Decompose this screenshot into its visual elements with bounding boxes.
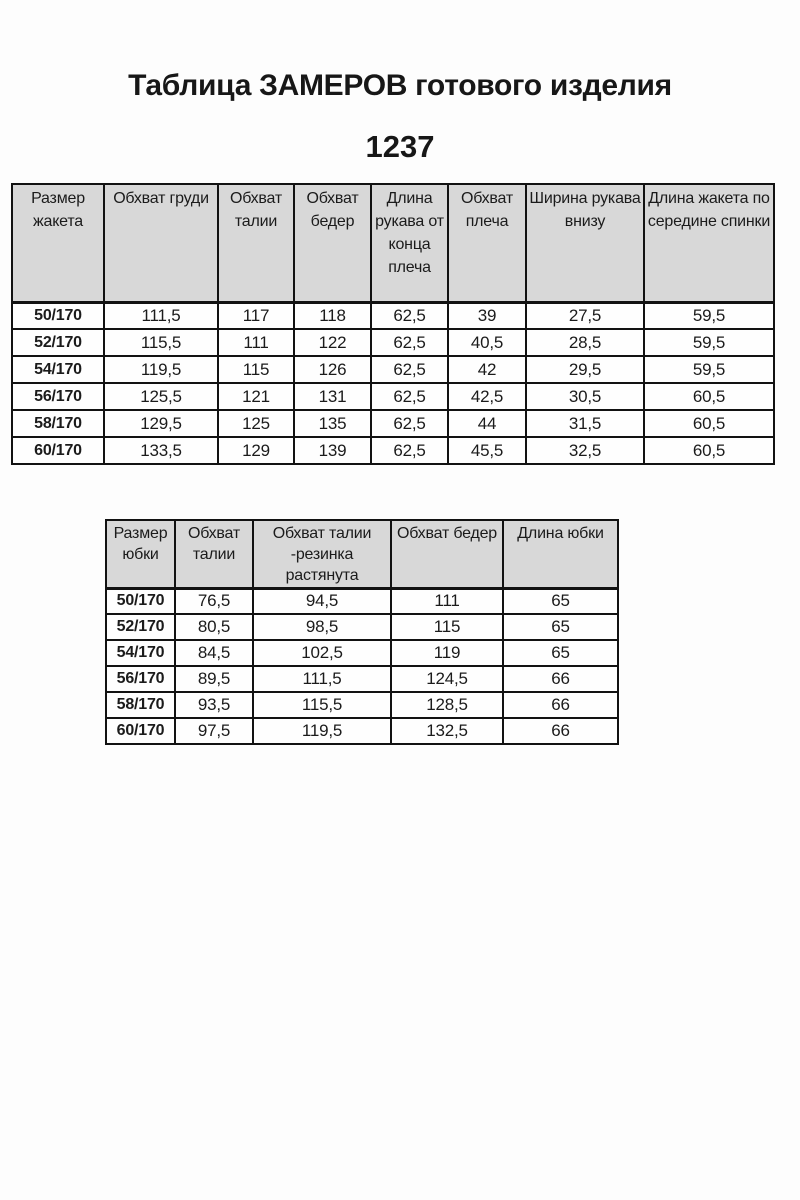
value-cell: 97,5 xyxy=(175,718,253,744)
value-cell: 94,5 xyxy=(253,588,391,614)
table-row xyxy=(106,640,618,666)
column-header: Обхват талии xyxy=(175,520,253,588)
value-cell: 44 xyxy=(448,410,526,437)
value-cell: 129,5 xyxy=(104,410,218,437)
table-row xyxy=(106,614,618,640)
value-cell: 111,5 xyxy=(104,302,218,329)
value-cell: 132,5 xyxy=(391,718,503,744)
value-cell: 115 xyxy=(218,356,294,383)
value-cell: 66 xyxy=(503,666,618,692)
value-cell: 111,5 xyxy=(253,666,391,692)
table-row xyxy=(106,666,618,692)
value-cell: 65 xyxy=(503,640,618,666)
page-title: Таблица ЗАМЕРОВ готового изделия xyxy=(128,69,672,102)
size-cell: 60/170 xyxy=(106,718,175,744)
value-cell: 39 xyxy=(448,302,526,329)
value-cell: 32,5 xyxy=(526,437,644,464)
value-cell: 42 xyxy=(448,356,526,383)
value-cell: 117 xyxy=(218,302,294,329)
value-cell: 84,5 xyxy=(175,640,253,666)
value-cell: 135 xyxy=(294,410,371,437)
table-row xyxy=(12,437,774,464)
value-cell: 98,5 xyxy=(253,614,391,640)
size-cell: 58/170 xyxy=(106,692,175,718)
table-row xyxy=(106,588,618,614)
column-header: Обхват бедер xyxy=(294,184,371,302)
value-cell: 42,5 xyxy=(448,383,526,410)
column-header: Обхват талии xyxy=(218,184,294,302)
column-header: Длина жакета по середине спинки xyxy=(644,184,774,302)
value-cell: 125,5 xyxy=(104,383,218,410)
column-header: Длина юбки xyxy=(503,520,618,588)
column-header: Размер жакета xyxy=(12,184,104,302)
column-header: Ширина рукава внизу xyxy=(526,184,644,302)
value-cell: 66 xyxy=(503,718,618,744)
value-cell: 118 xyxy=(294,302,371,329)
table-row xyxy=(12,410,774,437)
value-cell: 62,5 xyxy=(371,356,448,383)
value-cell: 89,5 xyxy=(175,666,253,692)
size-cell: 54/170 xyxy=(106,640,175,666)
value-cell: 115 xyxy=(391,614,503,640)
value-cell: 62,5 xyxy=(371,410,448,437)
header-row xyxy=(106,520,618,588)
value-cell: 76,5 xyxy=(175,588,253,614)
value-cell: 31,5 xyxy=(526,410,644,437)
size-cell: 52/170 xyxy=(106,614,175,640)
table-row xyxy=(12,356,774,383)
value-cell: 65 xyxy=(503,614,618,640)
value-cell: 60,5 xyxy=(644,383,774,410)
size-cell: 52/170 xyxy=(12,329,104,356)
jacket-measurements-table xyxy=(11,183,775,465)
table-row xyxy=(12,383,774,410)
value-cell: 45,5 xyxy=(448,437,526,464)
value-cell: 62,5 xyxy=(371,329,448,356)
value-cell: 59,5 xyxy=(644,329,774,356)
value-cell: 126 xyxy=(294,356,371,383)
value-cell: 119,5 xyxy=(253,718,391,744)
value-cell: 124,5 xyxy=(391,666,503,692)
size-cell: 60/170 xyxy=(12,437,104,464)
value-cell: 29,5 xyxy=(526,356,644,383)
size-cell: 58/170 xyxy=(12,410,104,437)
column-header: Обхват плеча xyxy=(448,184,526,302)
value-cell: 119 xyxy=(391,640,503,666)
column-header: Размер юбки xyxy=(106,520,175,588)
value-cell: 119,5 xyxy=(104,356,218,383)
value-cell: 40,5 xyxy=(448,329,526,356)
value-cell: 59,5 xyxy=(644,302,774,329)
value-cell: 62,5 xyxy=(371,302,448,329)
value-cell: 62,5 xyxy=(371,437,448,464)
value-cell: 122 xyxy=(294,329,371,356)
size-cell: 56/170 xyxy=(106,666,175,692)
value-cell: 125 xyxy=(218,410,294,437)
table-row xyxy=(106,718,618,744)
value-cell: 115,5 xyxy=(253,692,391,718)
column-header: Обхват груди xyxy=(104,184,218,302)
size-cell: 50/170 xyxy=(12,302,104,329)
value-cell: 60,5 xyxy=(644,410,774,437)
size-cell: 50/170 xyxy=(106,588,175,614)
model-number: 1237 xyxy=(365,129,435,164)
header-row xyxy=(12,184,774,302)
value-cell: 111 xyxy=(391,588,503,614)
value-cell: 121 xyxy=(218,383,294,410)
value-cell: 111 xyxy=(218,329,294,356)
value-cell: 133,5 xyxy=(104,437,218,464)
value-cell: 59,5 xyxy=(644,356,774,383)
size-cell: 54/170 xyxy=(12,356,104,383)
value-cell: 66 xyxy=(503,692,618,718)
value-cell: 128,5 xyxy=(391,692,503,718)
column-header: Обхват талии -резинка растянута xyxy=(253,520,391,588)
value-cell: 115,5 xyxy=(104,329,218,356)
size-cell: 56/170 xyxy=(12,383,104,410)
table-row xyxy=(106,692,618,718)
value-cell: 131 xyxy=(294,383,371,410)
value-cell: 139 xyxy=(294,437,371,464)
skirt-measurements-table xyxy=(105,519,619,745)
value-cell: 62,5 xyxy=(371,383,448,410)
table-row xyxy=(12,302,774,329)
column-header: Длина рукава от конца плеча xyxy=(371,184,448,302)
value-cell: 93,5 xyxy=(175,692,253,718)
value-cell: 80,5 xyxy=(175,614,253,640)
value-cell: 129 xyxy=(218,437,294,464)
value-cell: 102,5 xyxy=(253,640,391,666)
value-cell: 27,5 xyxy=(526,302,644,329)
value-cell: 60,5 xyxy=(644,437,774,464)
value-cell: 30,5 xyxy=(526,383,644,410)
column-header: Обхват бедер xyxy=(391,520,503,588)
value-cell: 28,5 xyxy=(526,329,644,356)
table-row xyxy=(12,329,774,356)
value-cell: 65 xyxy=(503,588,618,614)
